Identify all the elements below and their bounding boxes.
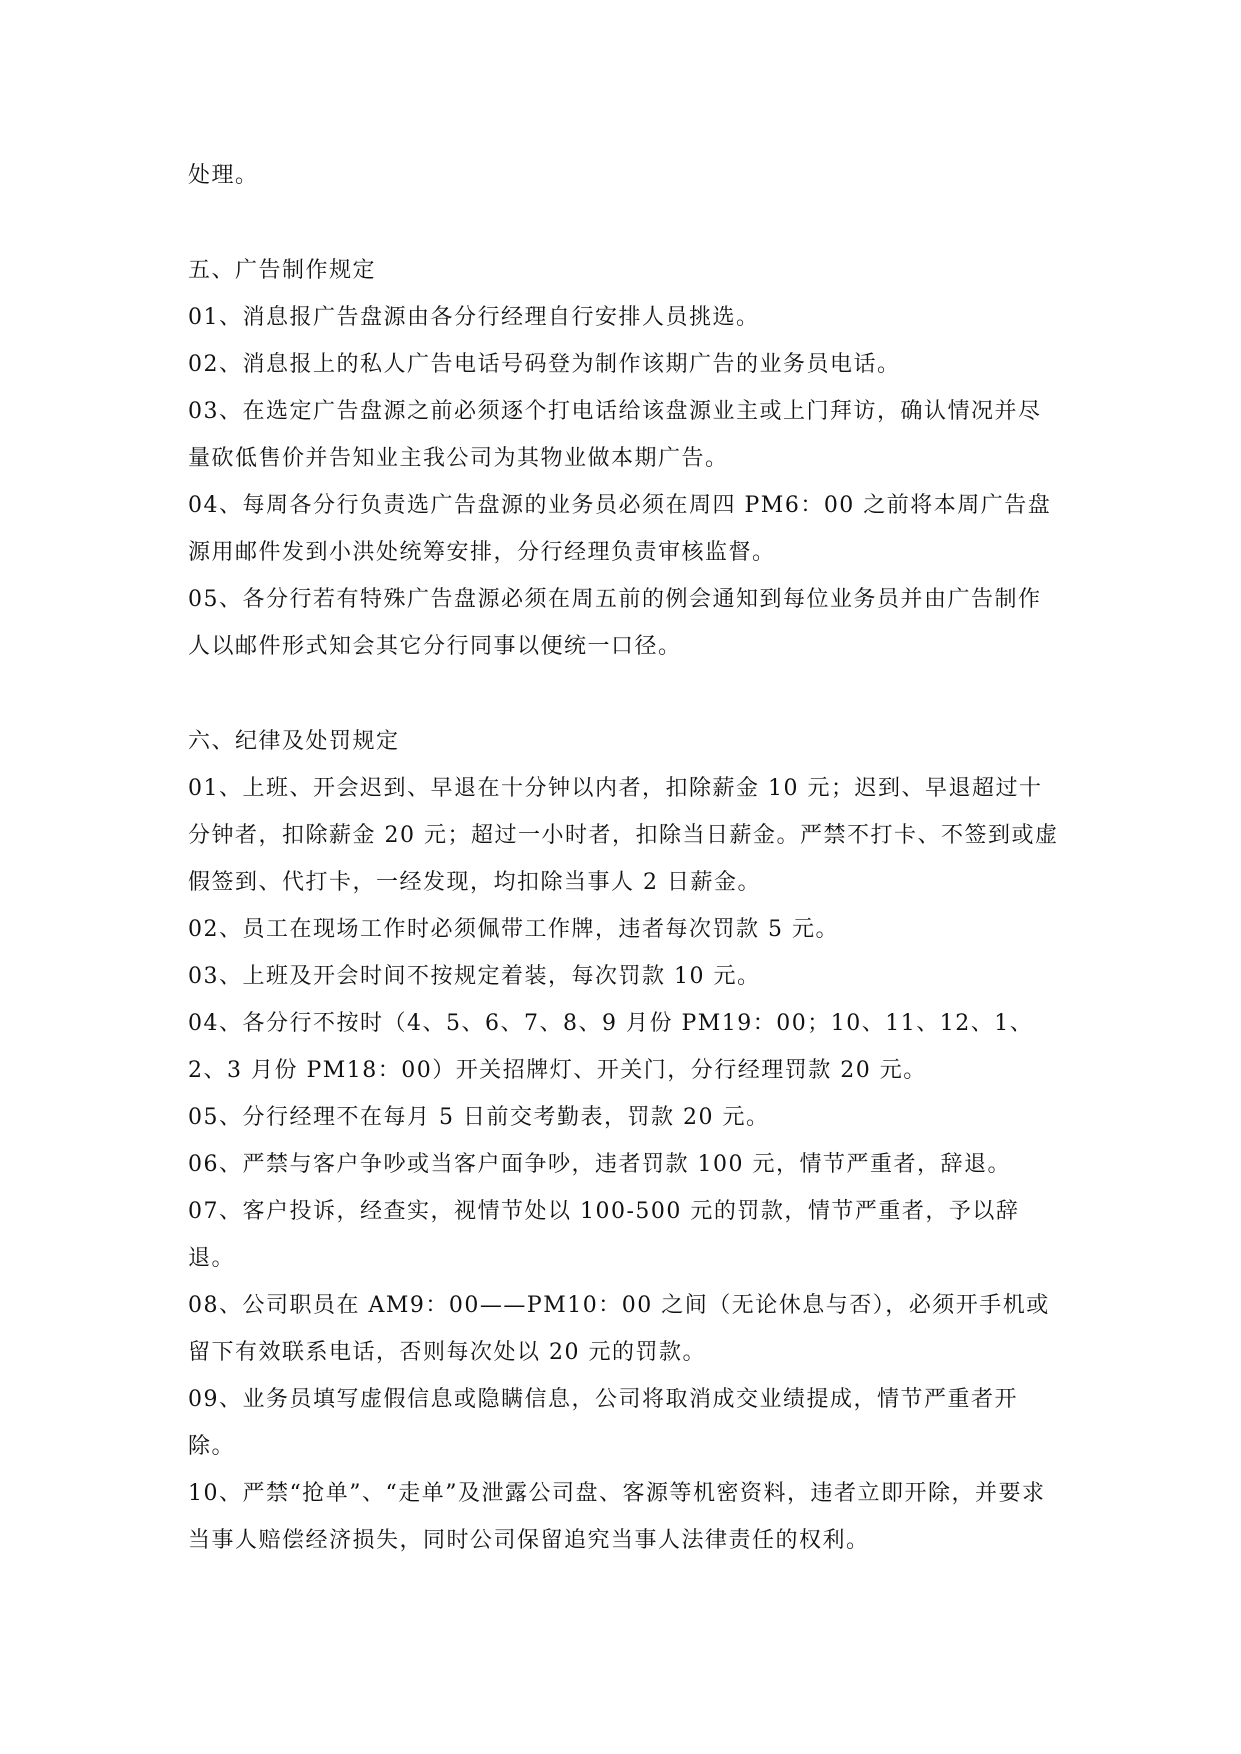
- section6-item-08: 08、公司职员在 AM9：00——PM10：00 之间（无论休息与否），必须开手机或留下有效联系电话，否则每次处以 20 元的罚款。: [188, 1293, 1050, 1365]
- section5-item-03: 03、在选定广告盘源之前必须逐个打电话给该盘源业主或上门拜访，确认情况并尽量砍低售价并告知业主我公司为其物业做本期广告。: [188, 399, 1042, 471]
- section6-item-06: 06、严禁与客户争吵或当客户面争吵，违者罚款 100 元，情节严重者，辞退。: [188, 1152, 1011, 1177]
- section6-item-01: 01、上班、开会迟到、早退在十分钟以内者，扣除薪金 10 元；迟到、早退超过十分钟者，扣除薪金 20 元；超过一小时者，扣除当日薪金。严禁不打卡、不签到或虚假签到、代打卡，一经发现，均扣除当事人 2 日薪金。: [188, 776, 1059, 895]
- section6-item-02: 02、员工在现场工作时必须佩带工作牌，违者每次罚款 5 元。: [188, 917, 839, 942]
- section6-item-05: 05、分行经理不在每月 5 日前交考勤表，罚款 20 元。: [188, 1105, 770, 1130]
- section6-item-04: 04、各分行不按时（4、5、6、7、8、9 月份 PM19：00；10、11、12、1、2、3 月份 PM18：00）开关招牌灯、开关门，分行经理罚款 20 元。: [188, 1011, 1034, 1083]
- section6-item-03: 03、上班及开会时间不按规定着装，每次罚款 10 元。: [188, 964, 761, 989]
- section5-heading: 五、广告制作规定: [188, 258, 377, 283]
- section5-item-01: 01、消息报广告盘源由各分行经理自行安排人员挑选。: [188, 305, 760, 330]
- intro-tail-text: 处理。: [188, 163, 259, 188]
- section5-item-05: 05、各分行若有特殊广告盘源必须在周五前的例会通知到每位业务员并由广告制作人以邮件形式知会其它分行同事以便统一口径。: [188, 587, 1042, 659]
- section5-item-02: 02、消息报上的私人广告电话号码登为制作该期广告的业务员电话。: [188, 352, 901, 377]
- section-gap: [188, 199, 1060, 247]
- section5-item-04: 04、每周各分行负责选广告盘源的业务员必须在周四 PM6：00 之前将本周广告盘源用邮件发到小洪处统筹安排，分行经理负责审核监督。: [188, 493, 1052, 565]
- section6-item-10: 10、严禁“抢单”、“走单”及泄露公司盘、客源等机密资料，违者立即开除，并要求当事人赔偿经济损失，同时公司保留追究当事人法律责任的权利。: [188, 1481, 1046, 1553]
- section-gap: [188, 670, 1060, 718]
- section6-item-09: 09、业务员填写虚假信息或隐瞒信息，公司将取消成交业绩提成，情节严重者开除。: [188, 1387, 1018, 1459]
- section6-item-07: 07、客户投诉，经查实，视情节处以 100-500 元的罚款，情节严重者，予以辞退。: [188, 1199, 1020, 1271]
- document-page: [188, 152, 1060, 1564]
- section6-heading: 六、纪律及处罚规定: [188, 729, 400, 754]
